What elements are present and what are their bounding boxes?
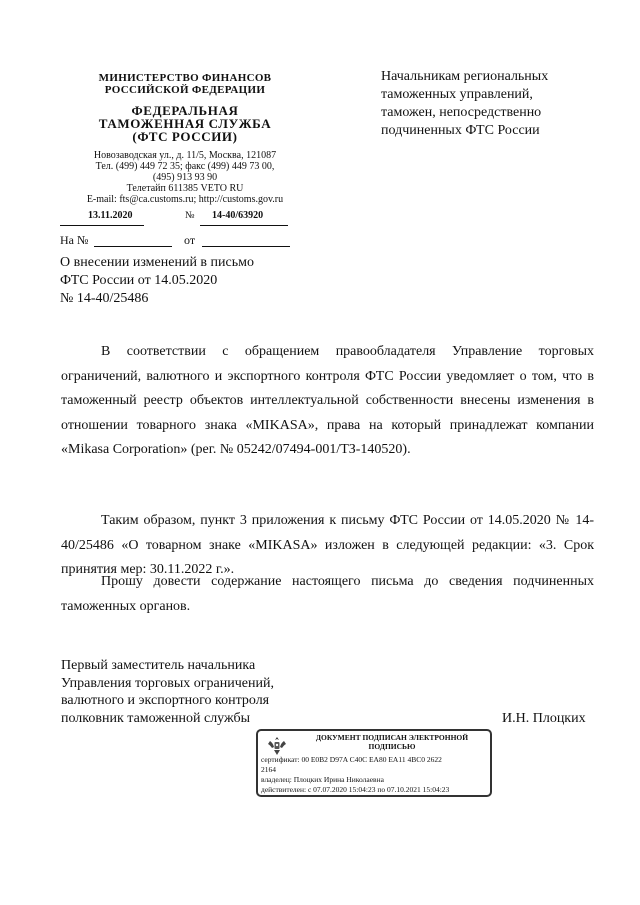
contact-line: Телетайп 611385 VETO RU: [126, 183, 244, 194]
recipient-line: таможен, непосредственно: [381, 105, 542, 120]
signer-name: И.Н. Плоцких: [502, 711, 586, 726]
contact-line: (495) 913 93 90: [152, 172, 218, 183]
service-name: [60, 104, 310, 143]
position-line: полковник таможенной службы: [61, 710, 251, 726]
certificate-line: сертификат: 00 E0B2 D97A C40C EA80 EA11 4BC0 2622: [261, 755, 442, 764]
stamp-title: [294, 733, 490, 751]
date-underline: [60, 225, 144, 226]
body-paragraph-1: В соответствии с обращением правообладателя Управление торговых ограничений, валютного и экспортного контроля ФТС России уведомляет о том, что в таможенный реестр объектов интеллектуальной собственности внесены изменения в отношении товарного знака «MIKASA», права на который принадлежат компании «Mikasa Corporation» (рег. № 05242/07494-001/ТЗ-140520).: [61, 344, 594, 457]
reference-number-underline: [94, 246, 172, 247]
contact-line: Новозаводская ул., д. 11/5, Москва, 121087: [93, 150, 277, 161]
registration-number: 14-40/63920: [212, 210, 264, 221]
stamp-title-line: ПОДПИСЬЮ: [368, 742, 416, 751]
stamp-title-line: ДОКУМЕНТ ПОДПИСАН ЭЛЕКТРОННОЙ: [315, 733, 469, 742]
contact-line: E-mail: fts@ca.customs.ru; http://customs.gov.ru: [86, 194, 284, 205]
body-paragraph-3: Прошу довести содержание настоящего письма до сведения подчиненных таможенных органов.: [61, 574, 594, 614]
registration-line: [60, 210, 310, 232]
subject-line: О внесении изменений в письмо: [60, 255, 254, 270]
reference-number-label: На №: [60, 233, 89, 247]
position-line: Управления торговых ограничений,: [61, 675, 274, 691]
ministry-line: РОССИЙСКОЙ ФЕДЕРАЦИИ: [104, 84, 266, 96]
signer-position: [61, 657, 321, 727]
registration-number-label: №: [185, 210, 195, 221]
contact-block: [60, 150, 310, 205]
position-line: валютного и экспортного контроля: [61, 693, 270, 708]
recipient-line: подчиненных ФТС России: [381, 123, 540, 138]
certificate-line: 2164: [261, 765, 276, 774]
service-line: ФЕДЕРАЛЬНАЯ: [131, 103, 239, 118]
reference-from-label: от: [184, 233, 196, 247]
recipient-block: [381, 68, 611, 140]
body-paragraph-2: Таким образом, пункт 3 приложения к письму ФТС России от 14.05.2020 № 14-40/25486 «О товарном знаке «MIKASA» изложен в следующей редакции: «3. Срок принятия мер: 30.11.2022 г.».: [61, 513, 594, 577]
subject-line: № 14-40/25486: [60, 291, 149, 306]
owner-line: владелец: Плоцких Ирина Николаевна: [261, 775, 384, 784]
contact-line: Тел. (499) 449 72 35; факс (499) 449 73 00,: [95, 161, 275, 172]
registration-date: 13.11.2020: [88, 210, 133, 221]
recipient-line: таможенных управлений,: [381, 87, 533, 102]
ministry-name: [60, 72, 310, 96]
subject-line: ФТС России от 14.05.2020: [60, 273, 218, 288]
validity-line: действителен: с 07.07.2020 15:04:23 по 07.10.2021 15:04:23: [261, 785, 450, 794]
position-line: Первый заместитель начальника: [61, 658, 256, 673]
reference-line: [60, 233, 310, 251]
electronic-signature-stamp: [256, 729, 492, 797]
service-line: ТАМОЖЕННАЯ СЛУЖБА: [98, 116, 272, 131]
service-line: (ФТС РОССИИ): [132, 129, 238, 144]
ministry-line: МИНИСТЕРСТВО ФИНАНСОВ: [98, 72, 272, 84]
number-underline: [200, 225, 288, 226]
subject-block: [60, 254, 310, 308]
eagle-emblem-icon: [266, 735, 288, 757]
stamp-details: [261, 755, 491, 795]
reference-date-underline: [202, 246, 290, 247]
recipient-line: Начальникам региональных: [381, 69, 549, 84]
